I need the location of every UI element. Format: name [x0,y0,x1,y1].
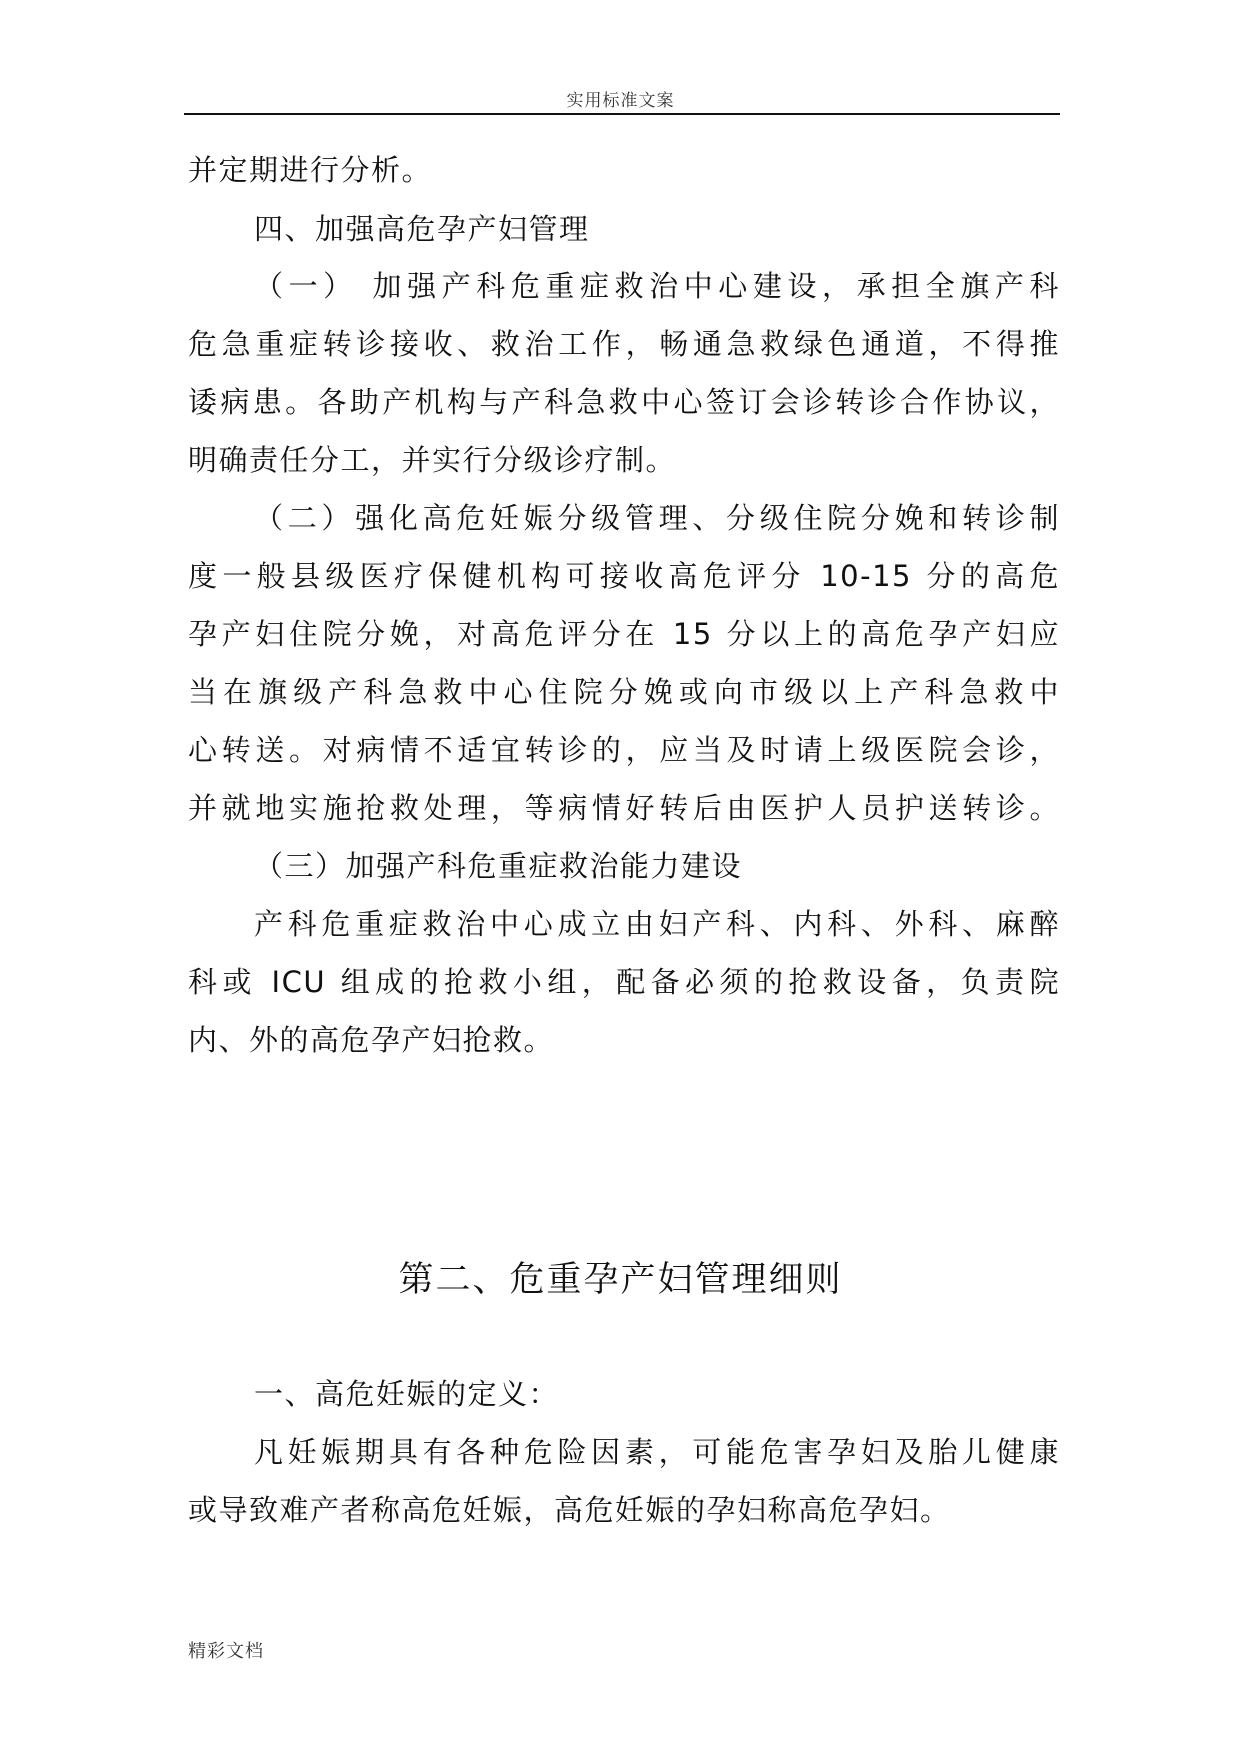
text-line: 心转送。对病情不适宜转诊的，应当及时请上级医院会诊， [188,733,1060,767]
text-line: 并定期进行分析。 [188,153,433,187]
text-line: 危急重症转诊接收、救治工作，畅通急救绿色通道，不得推 [188,327,1060,361]
text-line: 并就地实施抢救处理，等病情好转后由医护人员护送转诊。 [188,791,1060,825]
heading-strengthen-management: 四、加强高危孕产妇管理 [254,212,590,246]
text-line: （二）强化高危妊娠分级管理、分级住院分娩和转诊制 [254,501,1060,535]
text-line: 当在旗级产科急救中心住院分娩或向市级以上产科急救中 [188,675,1060,709]
subheading-capacity-building: （三）加强产科危重症救治能力建设 [254,849,743,883]
heading-definition: 一、高危妊娠的定义： [254,1377,560,1411]
text-line: 内、外的高危孕产妇抢救。 [188,1023,555,1057]
page-header: 实用标准文案 [566,91,675,111]
text-line: 或导致难产者称高危妊娠，高危妊娠的孕妇称高危孕妇。 [188,1493,951,1527]
text-line: 诿病患。各助产机构与产科急救中心签订会诊转诊合作协议， [188,385,1060,419]
section-title: 第二、危重孕产妇管理细则 [398,1260,843,1300]
text-line: 孕产妇住院分娩，对高危评分在 15 分以上的高危孕产妇应 [188,617,1060,651]
text-line: 产科危重症救治中心成立由妇产科、内科、外科、麻醉 [254,907,1060,941]
text-line: 科或 ICU 组成的抢救小组，配备必须的抢救设备，负责院 [188,965,1060,999]
header-rule [184,113,1060,115]
text-line: 明确责任分工，并实行分级诊疗制。 [188,443,677,477]
page-footer: 精彩文档 [188,1641,264,1662]
text-line: 度一般县级医疗保健机构可接收高危评分 10-15 分的高危 [188,559,1060,593]
text-line: 凡妊娠期具有各种危险因素，可能危害孕妇及胎儿健康 [254,1435,1060,1469]
text-line: （一） 加强产科危重症救治中心建设，承担全旗产科 [254,269,1060,303]
